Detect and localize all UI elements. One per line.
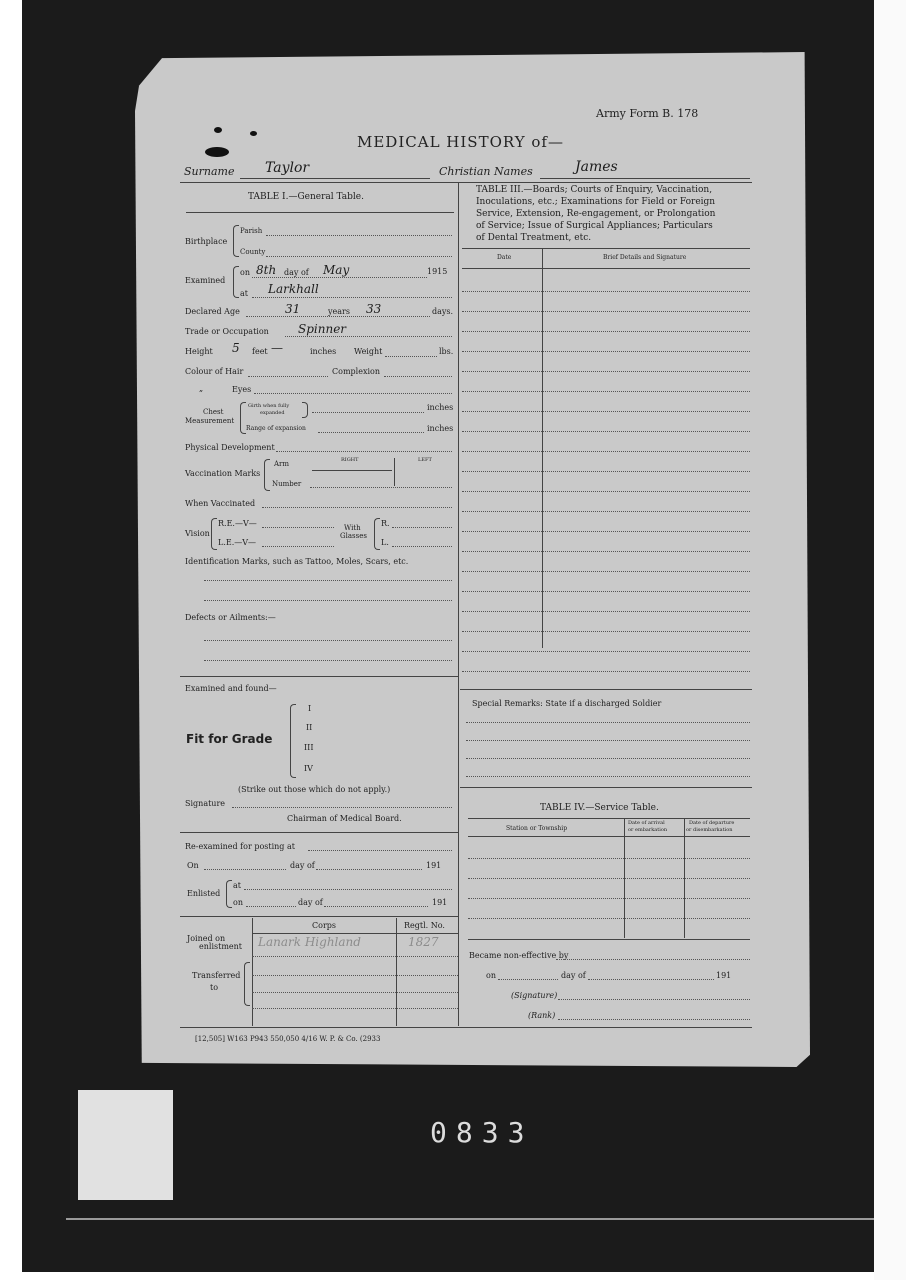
height-label: Height: [185, 347, 213, 356]
county-label: County: [240, 248, 266, 256]
joined-on-enlistment-label: enlistment: [199, 942, 243, 951]
vaccination-marks-label: Vaccination Marks: [185, 469, 261, 478]
station-header: Station or Township: [506, 825, 568, 832]
grade-1: I: [308, 704, 312, 713]
details-header: Brief Details and Signature: [603, 254, 687, 261]
ink-blot: [205, 147, 229, 157]
grade-2: II: [306, 723, 313, 732]
fit-for-grade-label: Fit for Grade: [186, 732, 273, 746]
eyes-label: Eyes: [232, 385, 252, 394]
table3-heading-3: Service, Extension, Re-engagement, or Prolongation: [476, 209, 716, 219]
hair-label: Colour of Hair: [185, 367, 244, 376]
defects-label: Defects or Ailments:—: [185, 613, 276, 622]
age-days-value: 33: [366, 302, 382, 316]
table3-heading-4: of Service; Issue of Surgical Appliances; Particulars: [476, 221, 713, 231]
trade-label: Trade or Occupation: [185, 327, 269, 336]
ink-blot: [214, 127, 222, 133]
examined-day-value: 8th: [256, 263, 277, 277]
parish-label: Parish: [240, 227, 263, 235]
chest-label: Measurement: [185, 417, 235, 425]
signature-label: Signature: [185, 799, 226, 808]
non-effective-rank-label: (Rank): [528, 1011, 556, 1020]
examined-label: Examined: [185, 276, 226, 285]
regtl-no-header: Regtl. No.: [404, 921, 445, 930]
trade-value: Spinner: [298, 322, 347, 336]
departure-header: or disembarkation: [686, 827, 733, 833]
paper-tab: [78, 1090, 173, 1200]
reexamined-label: Re-examined for posting at: [185, 842, 295, 851]
grade-3: III: [304, 743, 314, 752]
table3-heading-5: of Dental Treatment, etc.: [476, 233, 592, 243]
page-title: MEDICAL HISTORY of—: [357, 133, 564, 151]
height-inches-value: —: [271, 341, 283, 355]
examined-month-value: May: [323, 263, 350, 277]
surname-label: Surname: [184, 165, 235, 178]
table3-heading-1: TABLE III.—Boards; Courts of Enquiry, Vaccination,: [476, 185, 713, 195]
chairman-label: Chairman of Medical Board.: [287, 814, 402, 823]
when-vaccinated-label: When Vaccinated: [185, 499, 256, 508]
enlisted-label: Enlisted: [187, 889, 221, 898]
physical-development-label: Physical Development: [185, 443, 275, 452]
declared-age-label: Declared Age: [185, 307, 240, 316]
table4-heading: TABLE IV.—Service Table.: [540, 803, 659, 813]
identification-marks-label: Identification Marks, such as Tattoo, Moles, Scars, etc.: [185, 557, 409, 566]
ink-blot: [250, 131, 257, 136]
transferred-to-label: to: [210, 983, 219, 992]
christian-names-value: James: [575, 159, 618, 175]
surname-value: Taylor: [265, 160, 310, 176]
examined-found-label: Examined and found—: [185, 684, 277, 693]
date-header: Date: [497, 254, 512, 261]
scan-line: [66, 1218, 874, 1220]
vision-label: Vision: [185, 529, 210, 538]
arrival-header: or embarkation: [628, 827, 668, 833]
special-remarks-label: Special Remarks: State if a discharged Soldier: [472, 699, 662, 708]
footer-print-code: [12,505] W163 P943 550,050 4/16 W. P. & Co. (2933: [195, 1035, 381, 1043]
strike-note: (Strike out those which do not apply.): [238, 785, 391, 794]
birthplace-label: Birthplace: [185, 237, 228, 246]
non-effective-signature-label: (Signature): [511, 991, 558, 1000]
scan-counter: 0833: [430, 1116, 534, 1149]
table1-heading: TABLE I.—General Table.: [248, 192, 364, 202]
age-years-value: 31: [285, 302, 301, 316]
joined-regtl-value: 1827: [408, 935, 439, 949]
corps-header: Corps: [312, 921, 336, 930]
examined-at-value: Larkhall: [268, 282, 319, 296]
form-number: Army Form B. 178: [596, 107, 699, 120]
grade-4: IV: [304, 764, 313, 773]
joined-corps-value: Lanark Highland: [258, 935, 361, 949]
non-effective-label: Became non-effective by: [469, 951, 569, 960]
table3-heading-2: Inoculations, etc.; Examinations for Field or Foreign: [476, 197, 716, 207]
christian-names-label: Christian Names: [439, 165, 533, 178]
height-feet-value: 5: [232, 341, 240, 355]
